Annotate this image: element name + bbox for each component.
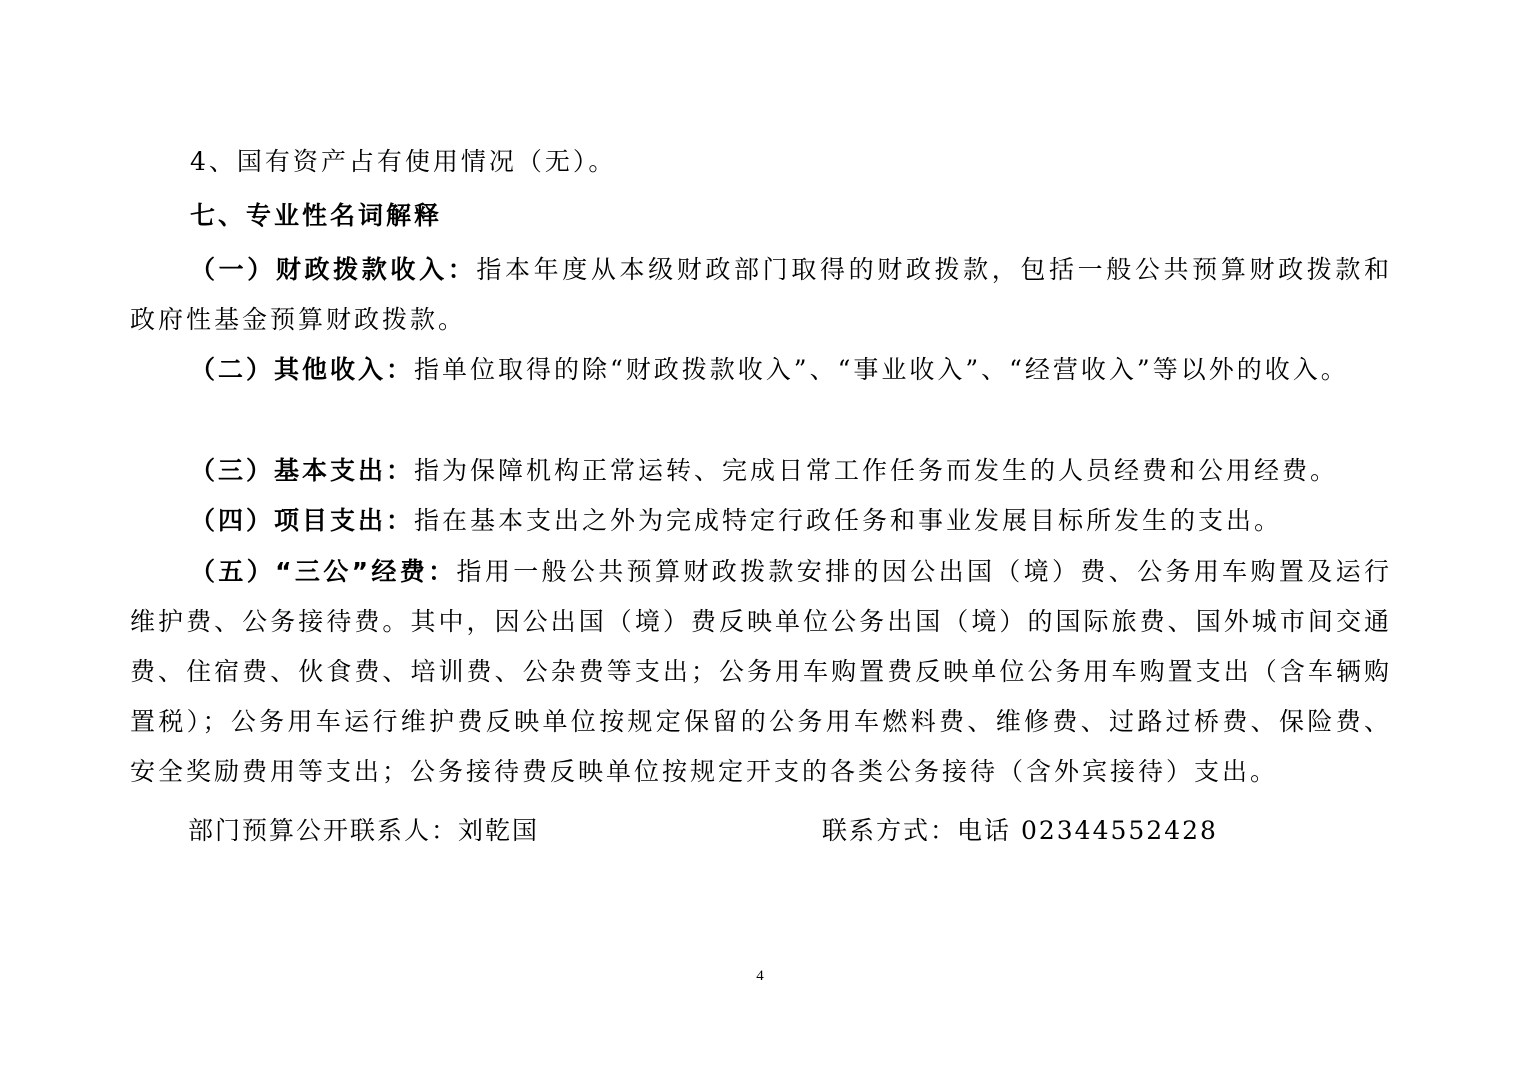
term-label: （二）其他收入： xyxy=(190,355,415,384)
contact-row xyxy=(188,806,1288,856)
term-definition: 指单位取得的除“财政拨款收入”、“事业收入”、“经营收入”等以外的收入。 xyxy=(414,355,1349,384)
term-definition: 指本年度从本级财政部门取得的财政拨款，包括一般公共预算财政拨款和政府性基金预算财政拨款。 xyxy=(130,255,1392,334)
term-paragraph-3 xyxy=(130,446,1392,496)
term-definition: 指为保障机构正常运转、完成日常工作任务而发生的人员经费和公用经费。 xyxy=(414,456,1339,485)
contact-person: 部门预算公开联系人：刘乾国 xyxy=(188,816,540,845)
term-label: （三）基本支出： xyxy=(190,456,415,485)
section-heading: 七、专业性名词解释 xyxy=(190,201,443,230)
term-label: （四）项目支出： xyxy=(190,506,415,535)
term-label: （一）财政拨款收入： xyxy=(190,255,477,284)
term-paragraph-4 xyxy=(130,496,1392,546)
term-definition: 指在基本支出之外为完成特定行政任务和事业发展目标所发生的支出。 xyxy=(414,506,1283,535)
term-label: （五）“三公”经费： xyxy=(190,557,457,586)
page-number: 4 xyxy=(756,968,764,984)
term-paragraph-1 xyxy=(130,245,1392,345)
term-paragraph-5 xyxy=(130,547,1392,797)
contact-method: 联系方式：电话 02344552428 xyxy=(822,816,1218,845)
term-definition: 指用一般公共预算财政拨款安排的因公出国（境）费、公务用车购置及运行维护费、公务接待费。其中，因公出国（境）费反映单位公务出国（境）的国际旅费、国外城市间交通费、住宿费、伙食费、培训费、公杂费等支出；公务用车购置费反映单位公务用车购置支出（含车辆购置税）；公务用车运行维护费反映单位按规定保留的公务用车燃料费、维修费、过路过桥费、保险费、安全奖励费用等支出；公务接待费反映单位按规定开支的各类公务接待（含外宾接待）支出。 xyxy=(130,557,1392,786)
term-paragraph-2 xyxy=(130,345,1392,395)
item-4-paragraph: 4、国有资产占有使用情况（无）。 xyxy=(190,147,617,176)
